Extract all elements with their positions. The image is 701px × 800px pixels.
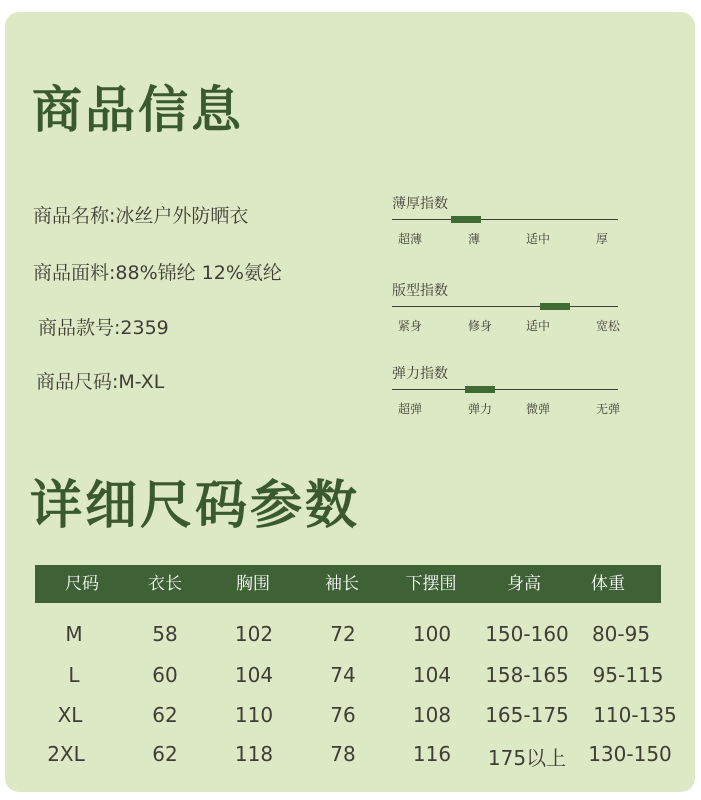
header-weight: 体重: [591, 574, 625, 594]
thickness-label-2: 薄: [468, 232, 481, 246]
header-length: 衣长: [148, 574, 182, 594]
elasticity-index-marker: [465, 386, 495, 393]
product-fabric: 商品面料:88%锦纶 12%氨纶: [33, 262, 282, 284]
fit-label-2: 修身: [468, 319, 493, 333]
table-cell: 150-160: [485, 622, 569, 646]
table-cell: 62: [152, 703, 178, 727]
table-cell: 78: [330, 742, 356, 766]
product-size-range: 商品尺码:M-XL: [36, 371, 165, 393]
table-cell: 76: [330, 703, 356, 727]
header-hem: 下摆围: [405, 574, 457, 594]
elasticity-label-3: 微弹: [526, 402, 551, 416]
size-chart-title: 详细尺码参数: [30, 476, 361, 536]
table-cell: 118: [234, 742, 274, 766]
header-sleeve: 袖长: [325, 574, 359, 594]
fit-label-1: 紧身: [398, 319, 423, 333]
size-table-header: [35, 565, 661, 603]
header-size: 尺码: [65, 574, 99, 594]
product-name: 商品名称:冰丝户外防晒衣: [33, 205, 249, 227]
thickness-label-4: 厚: [596, 232, 609, 246]
thickness-index-scale: [392, 219, 618, 220]
product-info-title: 商品信息: [32, 81, 244, 139]
fit-label-3: 适中: [526, 319, 551, 333]
header-chest: 胸围: [236, 574, 270, 594]
table-cell: 80-95: [591, 622, 651, 646]
fit-index-title: 版型指数: [392, 283, 448, 299]
table-cell: 100: [412, 622, 452, 646]
table-cell: 95-115: [592, 663, 664, 687]
table-cell: 62: [152, 742, 178, 766]
thickness-index: [392, 193, 618, 253]
table-cell: 165-175: [485, 703, 569, 727]
fit-index: [392, 280, 621, 340]
header-height: 身高: [507, 574, 541, 594]
thickness-index-title: 薄厚指数: [392, 196, 448, 212]
fit-index-marker: [540, 303, 570, 310]
elasticity-label-2: 弹力: [468, 402, 493, 416]
table-cell: 72: [330, 622, 356, 646]
table-cell: 58: [152, 622, 178, 646]
product-style-number: 商品款号:2359: [38, 317, 169, 339]
elasticity-index: [392, 363, 621, 423]
table-cell: 116: [412, 742, 452, 766]
thickness-index-marker: [451, 216, 481, 223]
table-cell: L: [68, 663, 80, 687]
table-cell: 130-150: [588, 742, 672, 766]
fit-label-4: 宽松: [596, 319, 621, 333]
table-cell: 102: [234, 622, 274, 646]
table-cell: 74: [330, 663, 356, 687]
table-cell: 60: [152, 663, 178, 687]
thickness-label-1: 超薄: [398, 232, 423, 246]
thickness-label-3: 适中: [526, 232, 551, 246]
table-cell: 110-135: [593, 703, 677, 727]
fit-index-scale: [392, 306, 618, 307]
table-cell: 158-165: [485, 663, 569, 687]
table-cell: 110: [234, 703, 274, 727]
table-cell: 108: [412, 703, 452, 727]
elasticity-index-title: 弹力指数: [392, 366, 448, 382]
elasticity-label-4: 无弹: [596, 402, 621, 416]
table-cell: XL: [57, 703, 83, 727]
table-cell: 175以上: [487, 746, 567, 770]
elasticity-index-scale: [392, 389, 618, 390]
table-cell: 104: [412, 663, 452, 687]
table-cell: M: [65, 622, 83, 646]
table-cell: 2XL: [47, 742, 85, 766]
table-cell: 104: [234, 663, 274, 687]
elasticity-label-1: 超弹: [398, 402, 423, 416]
